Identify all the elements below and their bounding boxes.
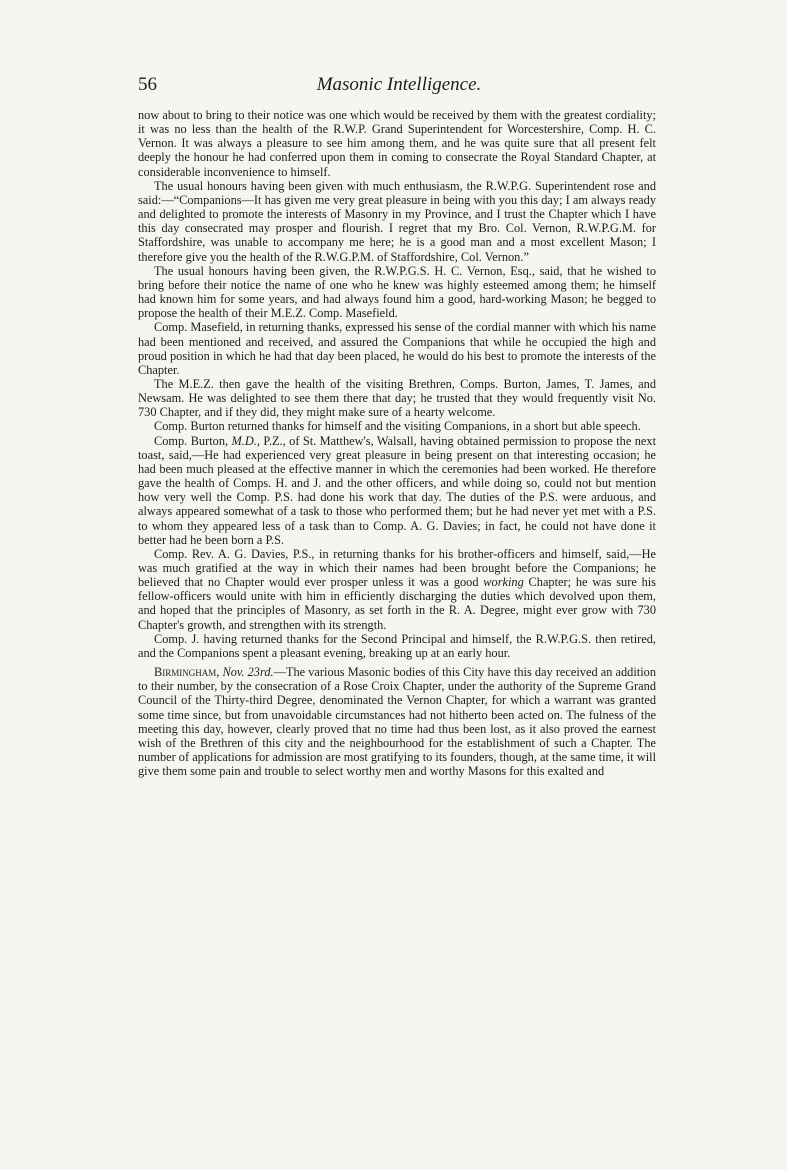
text-run: —The various Masonic bodies of this City have this day received an addition to their number, by the consecration of a Rose Croix Chapter, under the authority of the Supreme Grand Council of the Thirty-third Degree, denominated the Vernon Chapter, for which a warrant was granted some time since, but from unavoidable circumstances had not hitherto been acted on. The fulness of the meeting this day, however, clearly proved that no time had thus been lost, as it also proved the earnest wish of the Brethren of this city and the neighbourhood for the establishment of such a Chapter. The number of applications for admission are most gratifying to its founders, though, at the same time, it will give them some pain and trouble to select worthy men and worthy Masons for this exalted and — [138, 665, 656, 779]
paragraph-birmingham — [138, 665, 656, 778]
paragraph: now about to bring to their notice was one which would be received by them with the greatest cordiality; it was no less than the health of the R.W.P. Grand Superintendent for Worcestershire, Comp. H. C. Vernon. It was always a pleasure to see him among them, and he was quite sure that all present felt deeply the honour he had conferred upon them in coming to consecrate the Royal Standard Chapter, at considerable inconvenience to himself. — [138, 108, 656, 179]
paragraph: Comp. Masefield, in returning thanks, expressed his sense of the cordial manner with which his name had been mentioned and received, and assured the Companions that while he occupied the high and proud position in which he had that day been placed, he would do his best to promote the interests of the Chapter. — [138, 320, 656, 377]
text-run: Comp. Burton, — [154, 433, 232, 448]
text-run: Chapter; he was sure his fellow-officers would unite with him in efficiently discharging the duties which devolved upon them, and hoped that the principles of Masonry, as set forth in the R. A. Degree, might ever grow with 730 Chapter's growth, and strengthen with its strength. — [138, 575, 656, 632]
place-name: Birmingham, — [154, 665, 220, 680]
paragraph: Comp. Burton returned thanks for himself and the visiting Companions, in a short but able speech. — [154, 419, 641, 434]
dateline: Nov. 23rd. — [219, 665, 274, 680]
running-title: Masonic Intelligence. — [316, 74, 482, 95]
page-header — [138, 74, 660, 98]
paragraph: The usual honours having been given with much enthusiasm, the R.W.P.G. Superintendent rose and said:—“Companions—It has given me very great pleasure in being with you this day; I am always ready and delighted to promote the interests of Masonry in my Province, and I trust the Chapter which I have this day consecrated may prosper and flourish. I regret that my Bro. Col. Vernon, R.W.P.G.M. for Staffordshire, was unable to accompany me here; he is a good man and a most excellent Mason; I therefore give you the health of the R.W.G.P.M. of Staffordshire, Col. Vernon.” — [138, 178, 656, 264]
page-number: 56 — [138, 74, 157, 95]
text-run: P.Z., of St. Matthew's, Walsall, having obtained permission to propose the next toast, said,—He had experienced very great pleasure in being present on that interesting occasion; he had been much pleased at the effective manner in which the ceremonies had been worked. He therefore gave the health of Comps. H. and J. and the other officers, and while doing so, could not but mention how very well the Comp. P.S. had done his work that day. The duties of the P.S. were arduous, and always appeared somewhat of a task to those who performed them; but he had never yet met with a P.S. to whom they appeared less of a task than to Comp. A. G. Davies; in fact, he could not have done it better had he been born a P.S. — [138, 433, 657, 547]
text-run: Comp. Rev. A. G. Davies, P.S., in returning thanks for his brother-officers and himself, said,—He was much gratified at the way in which their names had been brought before the Companions; he believed that no Chapter would ever prosper unless it was a good — [138, 546, 656, 590]
article-body — [138, 108, 656, 778]
paragraph: The M.E.Z. then gave the health of the visiting Brethren, Comps. Burton, James, T. James, and Newsam. He was delighted to see them there that day; he trusted that they would frequently visit No. 730 Chapter, and if they did, they might make sure of a hearty welcome. — [138, 376, 656, 420]
paragraph — [138, 434, 656, 547]
paragraph: Comp. J. having returned thanks for the Second Principal and himself, the R.W.P.G.S. then retired, and the Companions spent a pleasant evening, breaking up at an early hour. — [138, 631, 656, 660]
italic-run: working — [483, 575, 524, 590]
paragraph: The usual honours having been given, the R.W.P.G.S. H. C. Vernon, Esq., said, that he wished to bring before their notice the name of one who he knew was highly esteemed among them; he himself had known him for some years, and had always found him a good, hard-working Mason; he begged to propose the health of their M.E.Z. Comp. Masefield. — [138, 263, 656, 321]
paragraph — [138, 547, 656, 632]
italic-run: M.D., — [231, 433, 260, 448]
